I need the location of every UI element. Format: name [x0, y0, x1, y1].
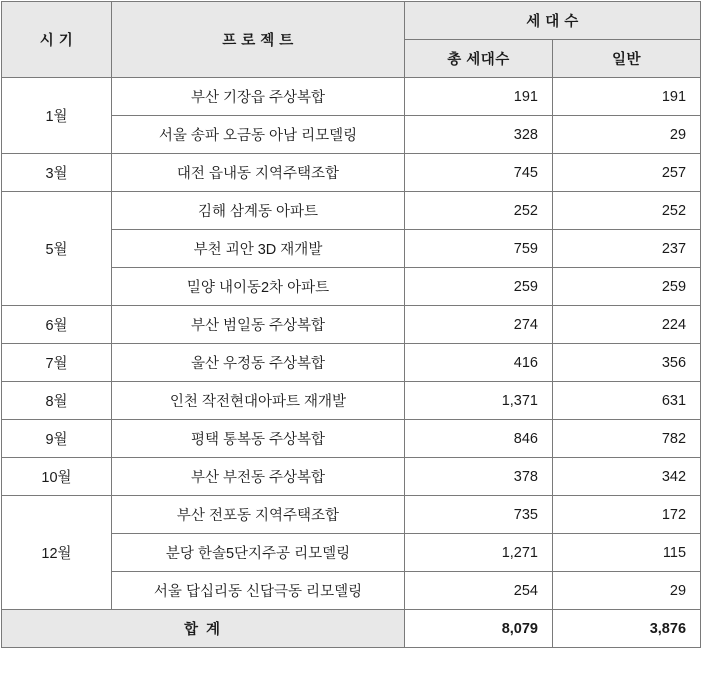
table-header [2, 2, 701, 78]
cell-units-total: 1,371 [405, 382, 553, 420]
cell-units-total: 416 [405, 344, 553, 382]
cell-period: 10월 [2, 458, 112, 496]
cell-units-general: 252 [553, 192, 701, 230]
cell-project: 부산 전포동 지역주택조합 [112, 496, 405, 534]
column-header-units-group: 세 대 수 [405, 2, 701, 40]
column-header-period: 시 기 [2, 2, 112, 78]
cell-project: 울산 우정동 주상복합 [112, 344, 405, 382]
cell-units-general: 29 [553, 116, 701, 154]
cell-units-total: 378 [405, 458, 553, 496]
cell-units-total: 846 [405, 420, 553, 458]
cell-units-general: 191 [553, 78, 701, 116]
cell-project: 서울 답십리동 신답극동 리모델링 [112, 572, 405, 610]
cell-period: 6월 [2, 306, 112, 344]
cell-period: 12월 [2, 496, 112, 610]
supply-units-table [1, 1, 701, 648]
cell-project: 밀양 내이동2차 아파트 [112, 268, 405, 306]
column-header-units-total: 총 세대수 [405, 40, 553, 78]
cell-units-total: 274 [405, 306, 553, 344]
total-units-general: 3,876 [553, 610, 701, 648]
table-row [2, 420, 701, 458]
table-body [2, 78, 701, 610]
table-row [2, 344, 701, 382]
cell-units-total: 254 [405, 572, 553, 610]
table-row [2, 458, 701, 496]
table-row [2, 306, 701, 344]
cell-units-total: 259 [405, 268, 553, 306]
table-footer [2, 610, 701, 648]
table-row [2, 78, 701, 116]
cell-units-total: 191 [405, 78, 553, 116]
cell-units-total: 252 [405, 192, 553, 230]
total-label: 합 계 [2, 610, 405, 648]
cell-project: 부산 범일동 주상복합 [112, 306, 405, 344]
cell-units-general: 257 [553, 154, 701, 192]
document-sheet [0, 1, 701, 681]
cell-period: 3월 [2, 154, 112, 192]
cell-units-total: 328 [405, 116, 553, 154]
cell-project: 대전 읍내동 지역주택조합 [112, 154, 405, 192]
cell-units-general: 172 [553, 496, 701, 534]
cell-period: 5월 [2, 192, 112, 306]
cell-units-total: 745 [405, 154, 553, 192]
cell-units-general: 342 [553, 458, 701, 496]
cell-units-general: 237 [553, 230, 701, 268]
column-header-units-general: 일반 [553, 40, 701, 78]
cell-period: 7월 [2, 344, 112, 382]
cell-period: 1월 [2, 78, 112, 154]
table-row [2, 382, 701, 420]
cell-project: 인천 작전현대아파트 재개발 [112, 382, 405, 420]
cell-project: 서울 송파 오금동 아남 리모델링 [112, 116, 405, 154]
table-row [2, 192, 701, 230]
total-units-total: 8,079 [405, 610, 553, 648]
cell-period: 9월 [2, 420, 112, 458]
cell-project: 부산 기장읍 주상복합 [112, 78, 405, 116]
cell-units-total: 759 [405, 230, 553, 268]
cell-units-general: 224 [553, 306, 701, 344]
table-row-total [2, 610, 701, 648]
cell-units-general: 29 [553, 572, 701, 610]
table-row [2, 154, 701, 192]
column-header-project: 프 로 젝 트 [112, 2, 405, 78]
cell-project: 분당 한솔5단지주공 리모델링 [112, 534, 405, 572]
cell-project: 부산 부전동 주상복합 [112, 458, 405, 496]
cell-units-general: 356 [553, 344, 701, 382]
table-row [2, 496, 701, 534]
cell-units-general: 631 [553, 382, 701, 420]
cell-units-total: 735 [405, 496, 553, 534]
cell-project: 부천 괴안 3D 재개발 [112, 230, 405, 268]
cell-units-general: 115 [553, 534, 701, 572]
cell-period: 8월 [2, 382, 112, 420]
cell-units-general: 259 [553, 268, 701, 306]
cell-units-general: 782 [553, 420, 701, 458]
cell-project: 김해 삼계동 아파트 [112, 192, 405, 230]
cell-units-total: 1,271 [405, 534, 553, 572]
cell-project: 평택 통복동 주상복합 [112, 420, 405, 458]
